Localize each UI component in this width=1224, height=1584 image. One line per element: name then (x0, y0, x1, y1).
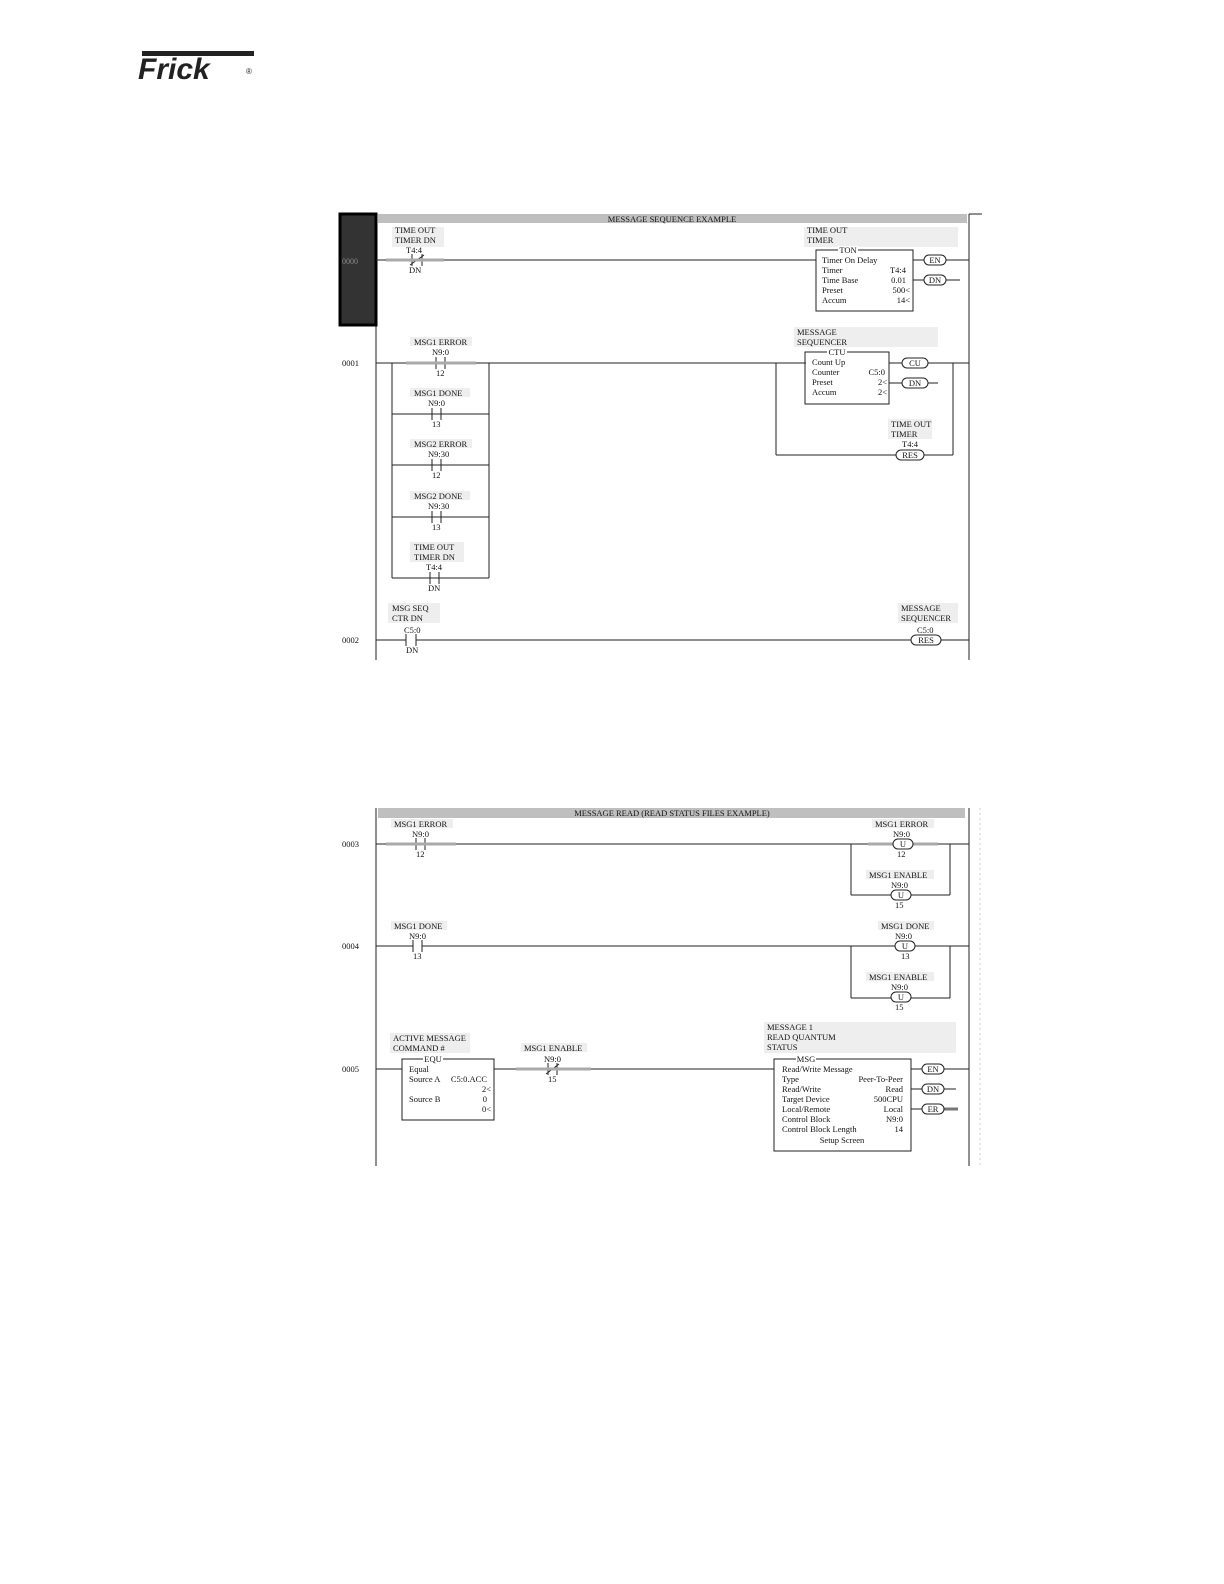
ton-row-key: Time Base (822, 275, 859, 285)
equ-row-key: Source A (409, 1074, 441, 1084)
msg1-error-label: MSG1 ERROR (414, 337, 468, 347)
msg1-done-label: MSG1 DONE (414, 388, 463, 398)
rung-0002-coil-address: C5:0 (917, 625, 934, 635)
msg-row-value: 500CPU (873, 1094, 903, 1104)
rung-0003-coil2-bit: 15 (895, 900, 904, 910)
rung-0002-contact-address: C5:0 (404, 625, 421, 635)
rung-0005-contact-address: N9:0 (544, 1054, 561, 1064)
ctu-row-value: 2< (877, 387, 887, 397)
rung-select-marker[interactable] (340, 214, 376, 325)
ton-label2: TIMER (807, 235, 834, 245)
equ-row-value: 0< (481, 1104, 491, 1114)
ctu-output-cu: CU (909, 358, 921, 368)
ton-row-key: Timer (822, 265, 843, 275)
msg-label3: STATUS (767, 1042, 798, 1052)
msg2-done-label: MSG2 DONE (414, 491, 463, 501)
ton-output-dn: DN (928, 275, 942, 285)
rung-0004-coil2-bit: 15 (895, 1002, 904, 1012)
ctu-row-value: C5:0 (868, 367, 885, 377)
msg2-done-address: N9:30 (428, 501, 450, 511)
msg2-error-address: N9:30 (428, 449, 450, 459)
rung-0003-coil-instr: U (899, 839, 907, 849)
msg-row-key: Read/Write Message (782, 1064, 853, 1074)
res-address: T4:4 (902, 439, 919, 449)
equ-row-value: 2< (481, 1084, 491, 1094)
rung-0004-coil-instr: U (901, 941, 909, 951)
rung-0004-coil2-address: N9:0 (891, 982, 908, 992)
rung-number-0002: 0002 (342, 635, 359, 645)
rung-0005-contact-bit: 15 (548, 1074, 557, 1084)
ctu-row-key: Accum (812, 387, 837, 397)
rung-number-0001: 0001 (342, 358, 359, 368)
msg-setup-screen[interactable]: Setup Screen (819, 1135, 865, 1145)
msg-row-value: Read (885, 1084, 903, 1094)
ton-row-key: Preset (822, 285, 843, 295)
rung-0004-coil-label: MSG1 DONE (881, 921, 930, 931)
msg1-error-bit: 12 (436, 368, 445, 378)
rung-0003-coil2-address: N9:0 (891, 880, 908, 890)
res-label2: TIMER (891, 429, 918, 439)
msg-row-key: Type (782, 1074, 799, 1084)
rung-0004-contact-address: N9:0 (409, 931, 426, 941)
timeout-label1: TIME OUT (414, 542, 455, 552)
rung-0004-contact-label: MSG1 DONE (394, 921, 443, 931)
ladder-diagram-1 (336, 210, 986, 662)
ctu-row-value: 2< (877, 377, 887, 387)
equ-label2: COMMAND # (393, 1043, 445, 1053)
msg-output-er: ER (927, 1104, 939, 1114)
rung-number-0004: 0004 (342, 941, 359, 951)
rung-0003-contact-address: N9:0 (412, 829, 429, 839)
ctu-row-key: Counter (812, 367, 840, 377)
rung-0004-contact-bit: 13 (413, 951, 422, 961)
msg-row-value: Peer-To-Peer (858, 1074, 903, 1084)
res-instr: RES (902, 450, 918, 460)
rung-0003-coil-address: N9:0 (893, 829, 910, 839)
rung-0002-contact-label2: CTR DN (392, 613, 423, 623)
rung-0003-contact-bit: 12 (416, 849, 425, 859)
ctu-label1: MESSAGE (797, 327, 837, 337)
rung-0002-contact-bit: DN (406, 645, 419, 655)
msg-output-dn: DN (926, 1084, 940, 1094)
rung-0004-coil2-label: MSG1 ENABLE (869, 972, 928, 982)
msg-row-key: Control Block Length (782, 1124, 857, 1134)
diagram-1-title: MESSAGE SEQUENCE EXAMPLE (607, 214, 737, 224)
rung-number-0000: 0000 (342, 257, 358, 266)
frick-logo-graphic (136, 48, 260, 84)
rung-0004-coil2-instr: U (897, 992, 905, 1002)
msg1-error-address: N9:0 (432, 347, 449, 357)
ton-row-key: Timer On Delay (822, 255, 878, 265)
rung-0004-coil-address: N9:0 (895, 931, 912, 941)
equ-row-value: 0 (482, 1094, 487, 1104)
msg-row-key: Target Device (782, 1094, 830, 1104)
equ-row-key: Equal (409, 1064, 429, 1074)
logo-registered-mark: ® (246, 67, 252, 76)
msg-row-key: Read/Write (782, 1084, 821, 1094)
timeout-bit: DN (428, 583, 441, 593)
diagram-2-title: MESSAGE READ (READ STATUS FILES EXAMPLE) (574, 808, 770, 818)
rung-0002-coil-label1: MESSAGE (901, 603, 941, 613)
ton-name: TON (839, 245, 857, 255)
rung-0003-coil-bit: 12 (897, 849, 906, 859)
msg2-done-bit: 13 (432, 522, 441, 532)
msg-row-key: Local/Remote (782, 1104, 831, 1114)
msg-output-en: EN (927, 1064, 939, 1074)
ladder-diagram-2 (336, 804, 986, 1168)
rung-0002-coil-label2: SEQUENCER (901, 613, 952, 623)
logo-text: Frick (138, 53, 210, 84)
rung-0000-contact-bit: DN (409, 265, 422, 275)
ton-row-value: 0.01 (891, 275, 906, 285)
ton-row-value: 500< (892, 285, 910, 295)
rung-0000-contact-address: T4:4 (406, 245, 423, 255)
rung-number-0005: 0005 (342, 1064, 359, 1074)
ton-row-key: Accum (822, 295, 847, 305)
msg-name: MSG (796, 1054, 816, 1064)
ctu-label2: SEQUENCER (797, 337, 848, 347)
rung-0003-coil2-instr: U (897, 890, 905, 900)
rung-0002-coil-instr: RES (918, 635, 934, 645)
rung-0000-contact-label1: TIME OUT (395, 225, 436, 235)
frick-logo (136, 48, 260, 89)
equ-row-key: Source B (409, 1094, 441, 1104)
rung-0004-coil-bit: 13 (901, 951, 910, 961)
timeout-address: T4:4 (426, 562, 443, 572)
res-label1: TIME OUT (891, 419, 932, 429)
rung-0003-contact-label: MSG1 ERROR (394, 819, 448, 829)
msg1-done-address: N9:0 (428, 398, 445, 408)
ctu-name: CTU (828, 347, 846, 357)
msg-row-value: N9:0 (886, 1114, 903, 1124)
ton-output-en: EN (929, 255, 941, 265)
ton-row-value: 14< (896, 295, 910, 305)
rung-0005-contact-label: MSG1 ENABLE (524, 1043, 583, 1053)
msg2-error-bit: 12 (432, 470, 441, 480)
ctu-output-dn: DN (908, 378, 922, 388)
rung-number-0003: 0003 (342, 839, 359, 849)
rung-0003-coil-label: MSG1 ERROR (875, 819, 929, 829)
ton-row-value: T4:4 (889, 265, 906, 275)
msg-row-value: Local (883, 1104, 903, 1114)
equ-row-value: C5:0.ACC (450, 1074, 487, 1084)
msg2-error-label: MSG2 ERROR (414, 439, 468, 449)
msg-row-value: 14 (894, 1124, 903, 1134)
rung-0002-contact-label1: MSG SEQ (392, 603, 429, 613)
equ-label1: ACTIVE MESSAGE (393, 1033, 466, 1043)
rung-0003-coil2-label: MSG1 ENABLE (869, 870, 928, 880)
rung-0000-contact-label2: TIMER DN (395, 235, 436, 245)
msg-label2: READ QUANTUM (767, 1032, 836, 1042)
msg-label1: MESSAGE 1 (767, 1022, 814, 1032)
ton-label1: TIME OUT (807, 225, 848, 235)
ctu-row-key: Count Up (812, 357, 846, 367)
ctu-row-key: Preset (812, 377, 833, 387)
timeout-label2: TIMER DN (414, 552, 455, 562)
msg1-done-bit: 13 (432, 419, 441, 429)
msg-row-key: Control Block (782, 1114, 831, 1124)
equ-name: EQU (424, 1054, 442, 1064)
